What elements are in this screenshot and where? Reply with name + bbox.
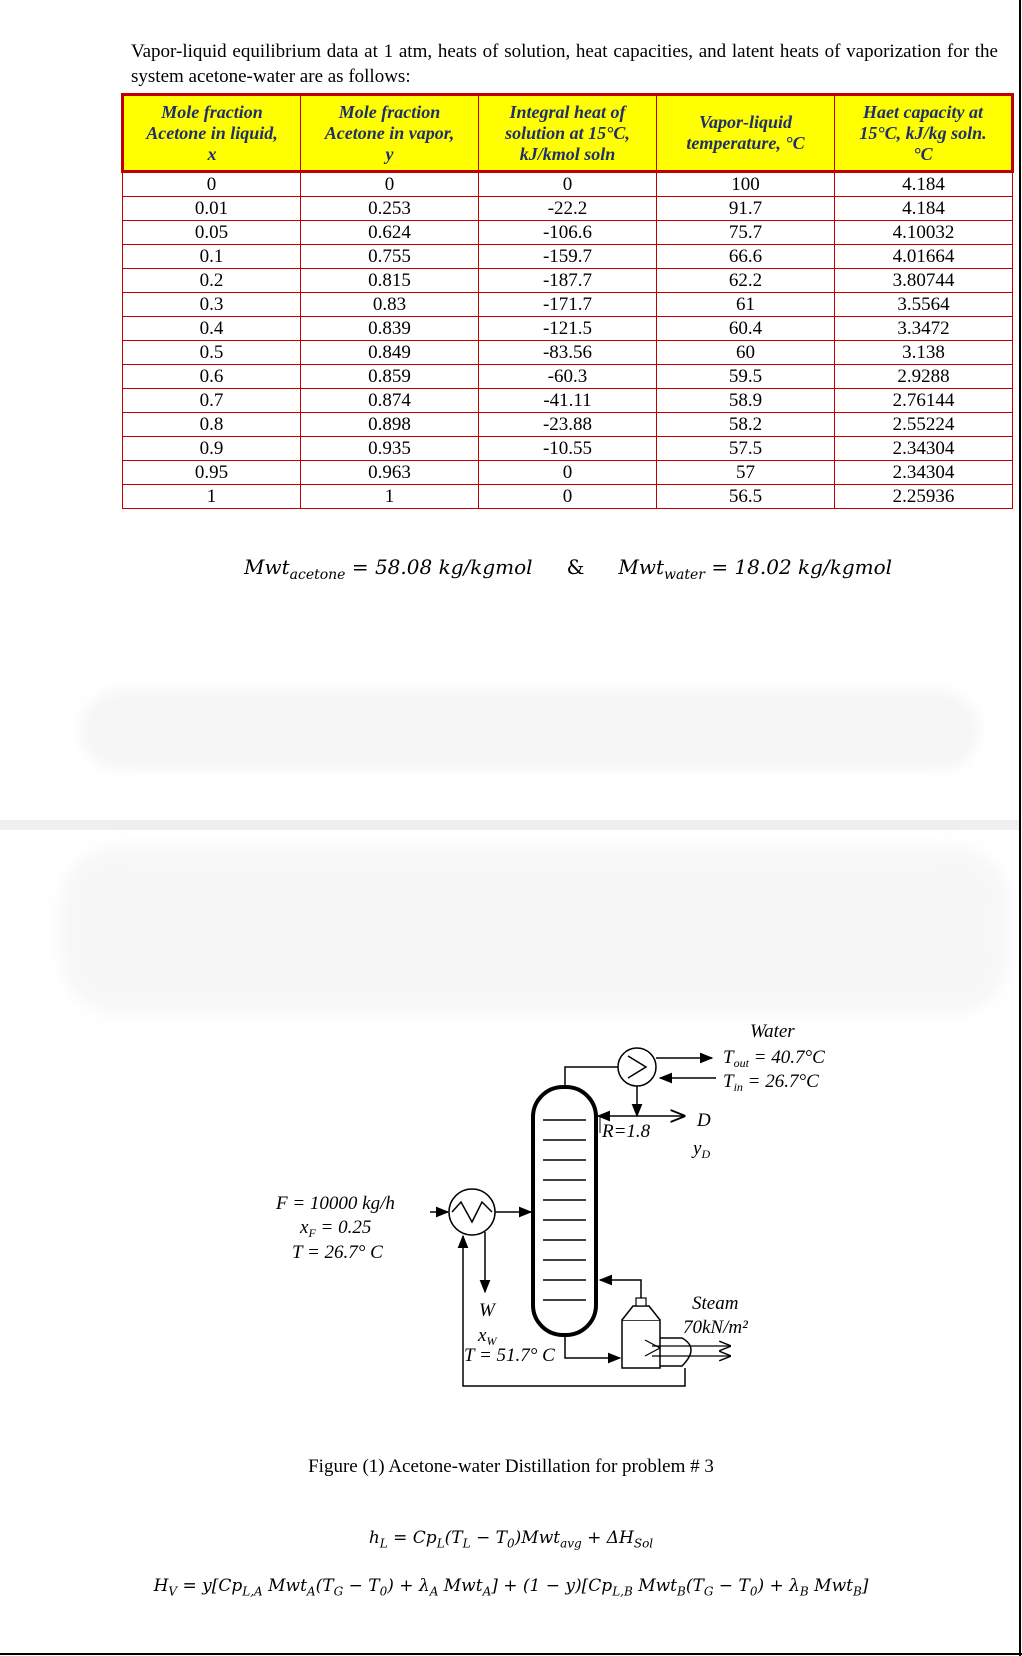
table-cell: 0.755 [301, 245, 479, 269]
table-cell: 4.184 [835, 172, 1013, 197]
table-cell: 91.7 [657, 197, 835, 221]
table-cell: 0.01 [123, 197, 301, 221]
table-cell: -23.88 [479, 413, 657, 437]
table-cell: 0 [301, 172, 479, 197]
table-cell: 0.2 [123, 269, 301, 293]
table-cell: 3.3472 [835, 317, 1013, 341]
label-y-d: $y_D$ [693, 1138, 711, 1161]
table-cell: 0.963 [301, 461, 479, 485]
label-feed-rate: F = 10000 kg/h [276, 1193, 395, 1214]
table-cell: 0.83 [301, 293, 479, 317]
table-cell: 2.34304 [835, 437, 1013, 461]
table-cell: 60 [657, 341, 835, 365]
table-cell: -22.2 [479, 197, 657, 221]
table-cell: 0 [123, 172, 301, 197]
table-cell: 0.624 [301, 221, 479, 245]
table-cell: 0.95 [123, 461, 301, 485]
header-temperature: Vapor-liquid temperature, °C [657, 95, 835, 172]
table-cell: 3.5564 [835, 293, 1013, 317]
table-cell: 57 [657, 461, 835, 485]
boilup-return-arrow [600, 1280, 641, 1298]
table-cell: 2.25936 [835, 485, 1013, 509]
table-cell: -159.7 [479, 245, 657, 269]
table-cell: 0.9 [123, 437, 301, 461]
table-cell: 0.3 [123, 293, 301, 317]
table-cell: -187.7 [479, 269, 657, 293]
reboiler-vapor-nozzle [636, 1298, 646, 1306]
label-x-w: $x_W$ [478, 1325, 497, 1348]
label-x-f: $x_F = 0.25$ [300, 1217, 372, 1240]
table-cell: 100 [657, 172, 835, 197]
label-distillate: D [697, 1110, 711, 1131]
table-cell: 3.80744 [835, 269, 1013, 293]
table-cell: 4.10032 [835, 221, 1013, 245]
table-cell: -41.11 [479, 389, 657, 413]
table-cell: 0 [479, 485, 657, 509]
table-cell: 0.849 [301, 341, 479, 365]
steam-tube [660, 1338, 691, 1366]
table-cell: 60.4 [657, 317, 835, 341]
table-cell: -10.55 [479, 437, 657, 461]
table-cell: -171.7 [479, 293, 657, 317]
table-cell: 0.935 [301, 437, 479, 461]
table-cell: 0.4 [123, 317, 301, 341]
table-cell: 0.6 [123, 365, 301, 389]
header-y: Mole fraction Acetone in vapor, y [301, 95, 479, 172]
table-cell: -83.56 [479, 341, 657, 365]
table-cell: 2.55224 [835, 413, 1013, 437]
mwt-acetone: Mwt$_{acetone}$ = 58.08 kg/kgmol [244, 555, 533, 583]
table-cell: 62.2 [657, 269, 835, 293]
table-cell: 0.898 [301, 413, 479, 437]
table-cell: 0.7 [123, 389, 301, 413]
table-cell: 3.138 [835, 341, 1013, 365]
ampersand: & [566, 555, 585, 579]
label-reflux-ratio: R=1.8 [602, 1121, 651, 1142]
table-cell: 0.1 [123, 245, 301, 269]
table-cell: 0 [479, 172, 657, 197]
label-steam-pressure: 70kN/m² [683, 1317, 748, 1338]
table-cell: 1 [123, 485, 301, 509]
table-cell: 58.9 [657, 389, 835, 413]
condenser [618, 1048, 656, 1086]
table-cell: 0.815 [301, 269, 479, 293]
feed-preheater [449, 1189, 495, 1235]
header-heat-solution: Integral heat of solution at 15°C, kJ/kmol soln [479, 95, 657, 172]
table-cell: 75.7 [657, 221, 835, 245]
table-cell: 0 [479, 461, 657, 485]
table-cell: 0.253 [301, 197, 479, 221]
vapor-enthalpy-equation: $H_V = y[Cp_{L,A}$ $Mwt_A(T_G - T_0) + \lambda_A$ $Mwt_A] + (1 - y)[Cp_{L,B}$ $Mwt_B(T_G - T_0) + \lambda_B$ Mwt$_B$] [153, 1576, 869, 1599]
table-cell: 58.2 [657, 413, 835, 437]
reboiler [622, 1320, 660, 1368]
table-cell: 0.5 [123, 341, 301, 365]
table-cell: -106.6 [479, 221, 657, 245]
label-feed-temp: T = 26.7° C [292, 1242, 383, 1263]
label-bottoms: W [479, 1300, 495, 1321]
table-cell: 61 [657, 293, 835, 317]
table-cell: 57.5 [657, 437, 835, 461]
mwt-water: Mwt$_{water}$ = 18.02 kg/kgmol [618, 555, 893, 583]
reboiler-dome [622, 1306, 660, 1320]
table-cell: 4.01664 [835, 245, 1013, 269]
table-cell: 2.9288 [835, 365, 1013, 389]
table-cell: 0.8 [123, 413, 301, 437]
intro-paragraph: Vapor-liquid equilibrium data at 1 atm, heats of solution, heat capacities, and latent heats of vaporization for the system acetone-water are as follows: [131, 41, 998, 87]
table-cell: -60.3 [479, 365, 657, 389]
liquid-enthalpy-equation: $h_L = Cp_L(T_L - T_0)Mwt_{avg} + \Delta H_{Sol}$ [368, 1528, 654, 1551]
figure-caption: Figure (1) Acetone-water Distillation for problem # 3 [308, 1456, 714, 1477]
table-cell: 2.34304 [835, 461, 1013, 485]
table-cell: 59.5 [657, 365, 835, 389]
table-cell: 1 [301, 485, 479, 509]
bottoms-line [565, 1335, 620, 1358]
overhead-vapor-line [565, 1067, 618, 1087]
table-cell: 4.184 [835, 197, 1013, 221]
table-cell: 0.05 [123, 221, 301, 245]
label-steam: Steam [692, 1293, 739, 1314]
table-cell: 0.839 [301, 317, 479, 341]
label-bottoms-temp: T = 51.7° C [464, 1345, 555, 1366]
table-cell: -121.5 [479, 317, 657, 341]
header-heat-capacity: Haet capacity at 15°C, kJ/kg soln. °C [835, 95, 1013, 172]
distillation-column [533, 1087, 596, 1335]
header-x: Mole fraction Acetone in liquid, x [123, 95, 301, 172]
table-cell: 66.6 [657, 245, 835, 269]
table-cell: 2.76144 [835, 389, 1013, 413]
label-water: Water [750, 1021, 795, 1042]
table-cell: 56.5 [657, 485, 835, 509]
table-cell: 0.874 [301, 389, 479, 413]
label-t-in: $T_{in} = 26.7^\circ C$ [723, 1071, 819, 1094]
label-t-out: $T_{out} = 40.7^\circ C$ [723, 1047, 825, 1070]
table-cell: 0.859 [301, 365, 479, 389]
